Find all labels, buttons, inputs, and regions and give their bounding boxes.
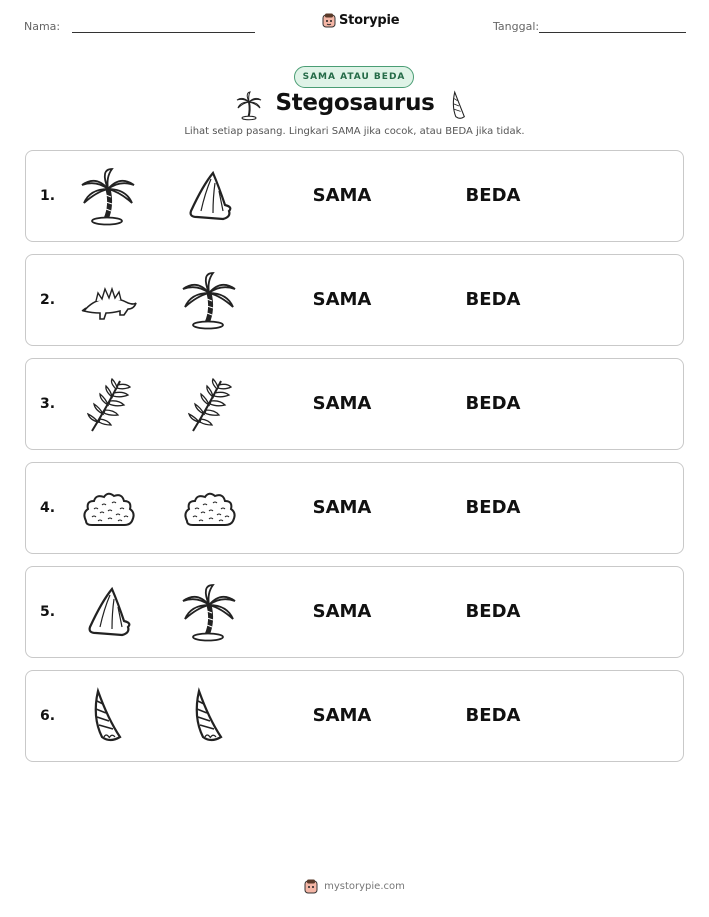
question-row-5 [25,566,684,658]
footer-url[interactable]: mystorypie.com [324,881,405,892]
instructions: Lihat setiap pasang. Lingkari SAMA jika cocok, atau BEDA jika tidak. [184,126,525,137]
brand-logo [322,13,399,28]
question-number: 5. [40,604,56,620]
date-label: Tanggal: [493,20,540,33]
page-title: Stegosaurus [275,90,435,116]
question-row-2 [25,254,684,346]
same-option[interactable]: SAMA [312,185,372,206]
bush-icon [179,479,239,539]
question-row-6 [25,670,684,762]
storypie-mascot-icon [304,879,318,894]
horn-icon [78,687,138,747]
different-option[interactable]: BEDA [465,497,521,518]
spike-plate-icon [179,167,239,227]
bush-icon [78,479,138,539]
different-option[interactable]: BEDA [465,705,521,726]
horn-icon [179,687,239,747]
horn-icon [448,90,470,126]
same-option[interactable]: SAMA [312,393,372,414]
name-field-line[interactable] [72,32,255,33]
question-number: 6. [40,708,56,724]
same-option[interactable]: SAMA [312,705,372,726]
different-option[interactable]: BEDA [465,289,521,310]
question-number: 2. [40,292,56,308]
fern-icon [179,375,239,435]
question-number: 4. [40,500,56,516]
footer [0,879,709,894]
date-field-line[interactable] [539,32,686,33]
fern-icon [78,375,138,435]
same-option[interactable]: SAMA [312,289,372,310]
palm-tree-icon [179,271,239,331]
stegosaurus-icon [78,271,138,331]
question-number: 3. [40,396,56,412]
same-option[interactable]: SAMA [312,601,372,622]
different-option[interactable]: BEDA [465,185,521,206]
brand-name: Storypie [339,13,400,28]
different-option[interactable]: BEDA [465,393,521,414]
name-label: Nama: [24,20,61,33]
question-row-1 [25,150,684,242]
palm-tree-icon [78,167,138,227]
activity-badge: SAMA ATAU BEDA [294,66,414,88]
question-row-4 [25,462,684,554]
spike-plate-icon [78,583,138,643]
question-number: 1. [40,188,56,204]
palm-tree-icon [234,90,264,126]
question-row-3 [25,358,684,450]
same-option[interactable]: SAMA [312,497,372,518]
different-option[interactable]: BEDA [465,601,521,622]
storypie-mascot-icon [322,13,336,28]
palm-tree-icon [179,583,239,643]
